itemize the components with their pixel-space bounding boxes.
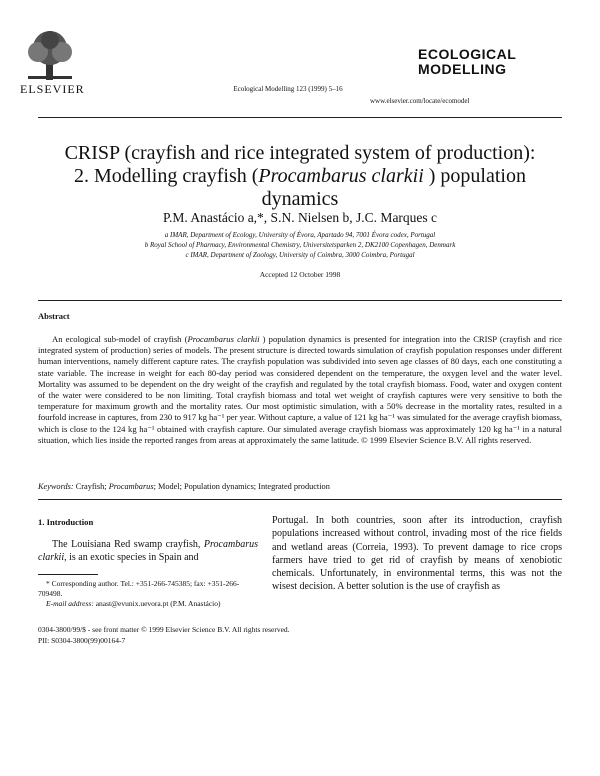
abstract-heading: Abstract — [38, 311, 70, 321]
bottom-matter — [38, 624, 290, 646]
title-line-1: CRISP (crayfish and rice integrated system of production): — [64, 142, 536, 164]
intro-right-column — [272, 514, 562, 594]
keywords-italic: Procambarus — [108, 482, 154, 491]
abstract-body — [38, 334, 562, 446]
abstract-divider-bottom — [38, 499, 562, 500]
footnote-email — [38, 599, 258, 609]
accepted-date: Accepted 12 October 1998 — [259, 270, 341, 279]
journal-logo-line2: MODELLING — [418, 61, 507, 77]
affiliation-b: b Royal School of Pharmacy, Environmental Chemistry, Universitetsparken 2, DK2100 Copenhagen, Denmark — [144, 241, 456, 249]
copyright-line: 0304-3800/99/$ - see front matter © 1999 Elsevier Science B.V. All rights reserved. — [38, 625, 290, 634]
intro-text: , is an exotic species in Spain and — [64, 552, 199, 564]
footnote-email-value[interactable]: anast@evunix.uevora.pt (P.M. Anastácio) — [93, 599, 221, 608]
affiliation-c: c IMAR, Department of Zoology, University of Coimbra, 3000 Coimbra, Portugal — [185, 251, 415, 259]
title-species: Procambarus clarkii — [258, 165, 424, 187]
affiliation-a: a IMAR, Department of Ecology, University of Évora, Apartado 94, 7001 Évora codex, Portugal — [164, 231, 436, 239]
footnote-corresponding: * Corresponding author. Tel.: +351-266-745385; fax: +351-266-709498. — [38, 579, 240, 598]
intro-left-column — [38, 538, 258, 565]
journal-url[interactable]: www.elsevier.com/locate/ecomodel — [370, 97, 470, 105]
footnote — [38, 579, 258, 609]
title-text: ) population — [423, 165, 526, 187]
journal-logo — [418, 47, 516, 77]
footnote-divider — [38, 574, 98, 575]
header-divider — [38, 117, 562, 118]
journal-reference: Ecological Modelling 123 (1999) 5–16 — [233, 85, 343, 93]
keywords — [38, 482, 562, 491]
intro-text: The Louisiana Red swamp crayfish, — [52, 539, 204, 550]
journal-logo-line1: ECOLOGICAL — [418, 46, 517, 62]
elsevier-tree-logo-icon — [20, 28, 80, 82]
title-text: 2. Modelling crayfish ( — [74, 165, 259, 187]
abstract-divider-top — [38, 300, 562, 301]
footnote-email-label: E-mail address: — [46, 599, 94, 608]
keywords-label: Keywords: — [38, 482, 74, 491]
abstract-species: Procambarus clarkii — [187, 334, 260, 344]
section-heading-introduction: 1. Introduction — [38, 517, 94, 527]
article-title — [38, 142, 562, 211]
abstract-text: ) population dynamics is presented for integration into the CRISP (crayfish and rice integrated system of production) series of models. The present structure is directed towards simulation of crayfish population responses under different human interventions, namely different capture rates. The crayfish population was subdivided into seven age classes of 80 days, each one constituting a state variable. The increase in weight for each 80-day period was considered dependent on the temperature, the oxygen level and the water level. Mortality was assumed to be dependent on the dry weight of the crayfish and regulated by the total crayfish biomass. Food, water and oxygen content of the water were considered to be non limiting. Total crayfish biomass and total wet weight of crayfish captures were very sensitive to both the temperature for maximum growth and the mortality rates. Our most optimistic simulation, with a 50% decrease in the mortality rates, resulted in a fourfold increase in captures, from 230 to 917 kg ha⁻¹ per year. Without capture, a value of 121 kg ha⁻¹ was simulated for the average crayfish biomass, which is close to the 124 kg ha⁻¹ obtained with crayfish capture. Our simulated average crayfish biomass was approximately 120 kg ha⁻¹ in a natural situation, which lies inside the reported ranges from areas at approximately the same latitude. © 1999 Elsevier Science B.V. All rights reserved. — [38, 334, 562, 445]
publisher-name: ELSEVIER — [20, 82, 85, 96]
author-list: P.M. Anastácio a,*, S.N. Nielsen b, J.C. Marques c — [162, 210, 438, 225]
intro-right-text: Portugal. In both countries, soon after its introduction, crayfish populations increased without control, invading most of the rice fields and wetland areas (Correia, 1993). To prevent damage to rice crops farmers have tried to get rid of crayfish by means of xenobiotic chemicals. Unfortunately, in environmental terms, this was not the wisest decision. A better solution is the use of crayfish as — [272, 515, 562, 593]
title-line-3: dynamics — [261, 188, 339, 210]
pii-line: PII: S0304-3800(99)00164-7 — [38, 636, 126, 645]
intro-species: Procambarus clarkii — [38, 539, 258, 564]
keywords-text: Crayfish; — [73, 482, 109, 491]
title-line-2 — [38, 165, 562, 188]
abstract-text: An ecological sub-model of crayfish ( — [52, 334, 188, 344]
keywords-text: ; Model; Population dynamics; Integrated production — [153, 482, 330, 491]
